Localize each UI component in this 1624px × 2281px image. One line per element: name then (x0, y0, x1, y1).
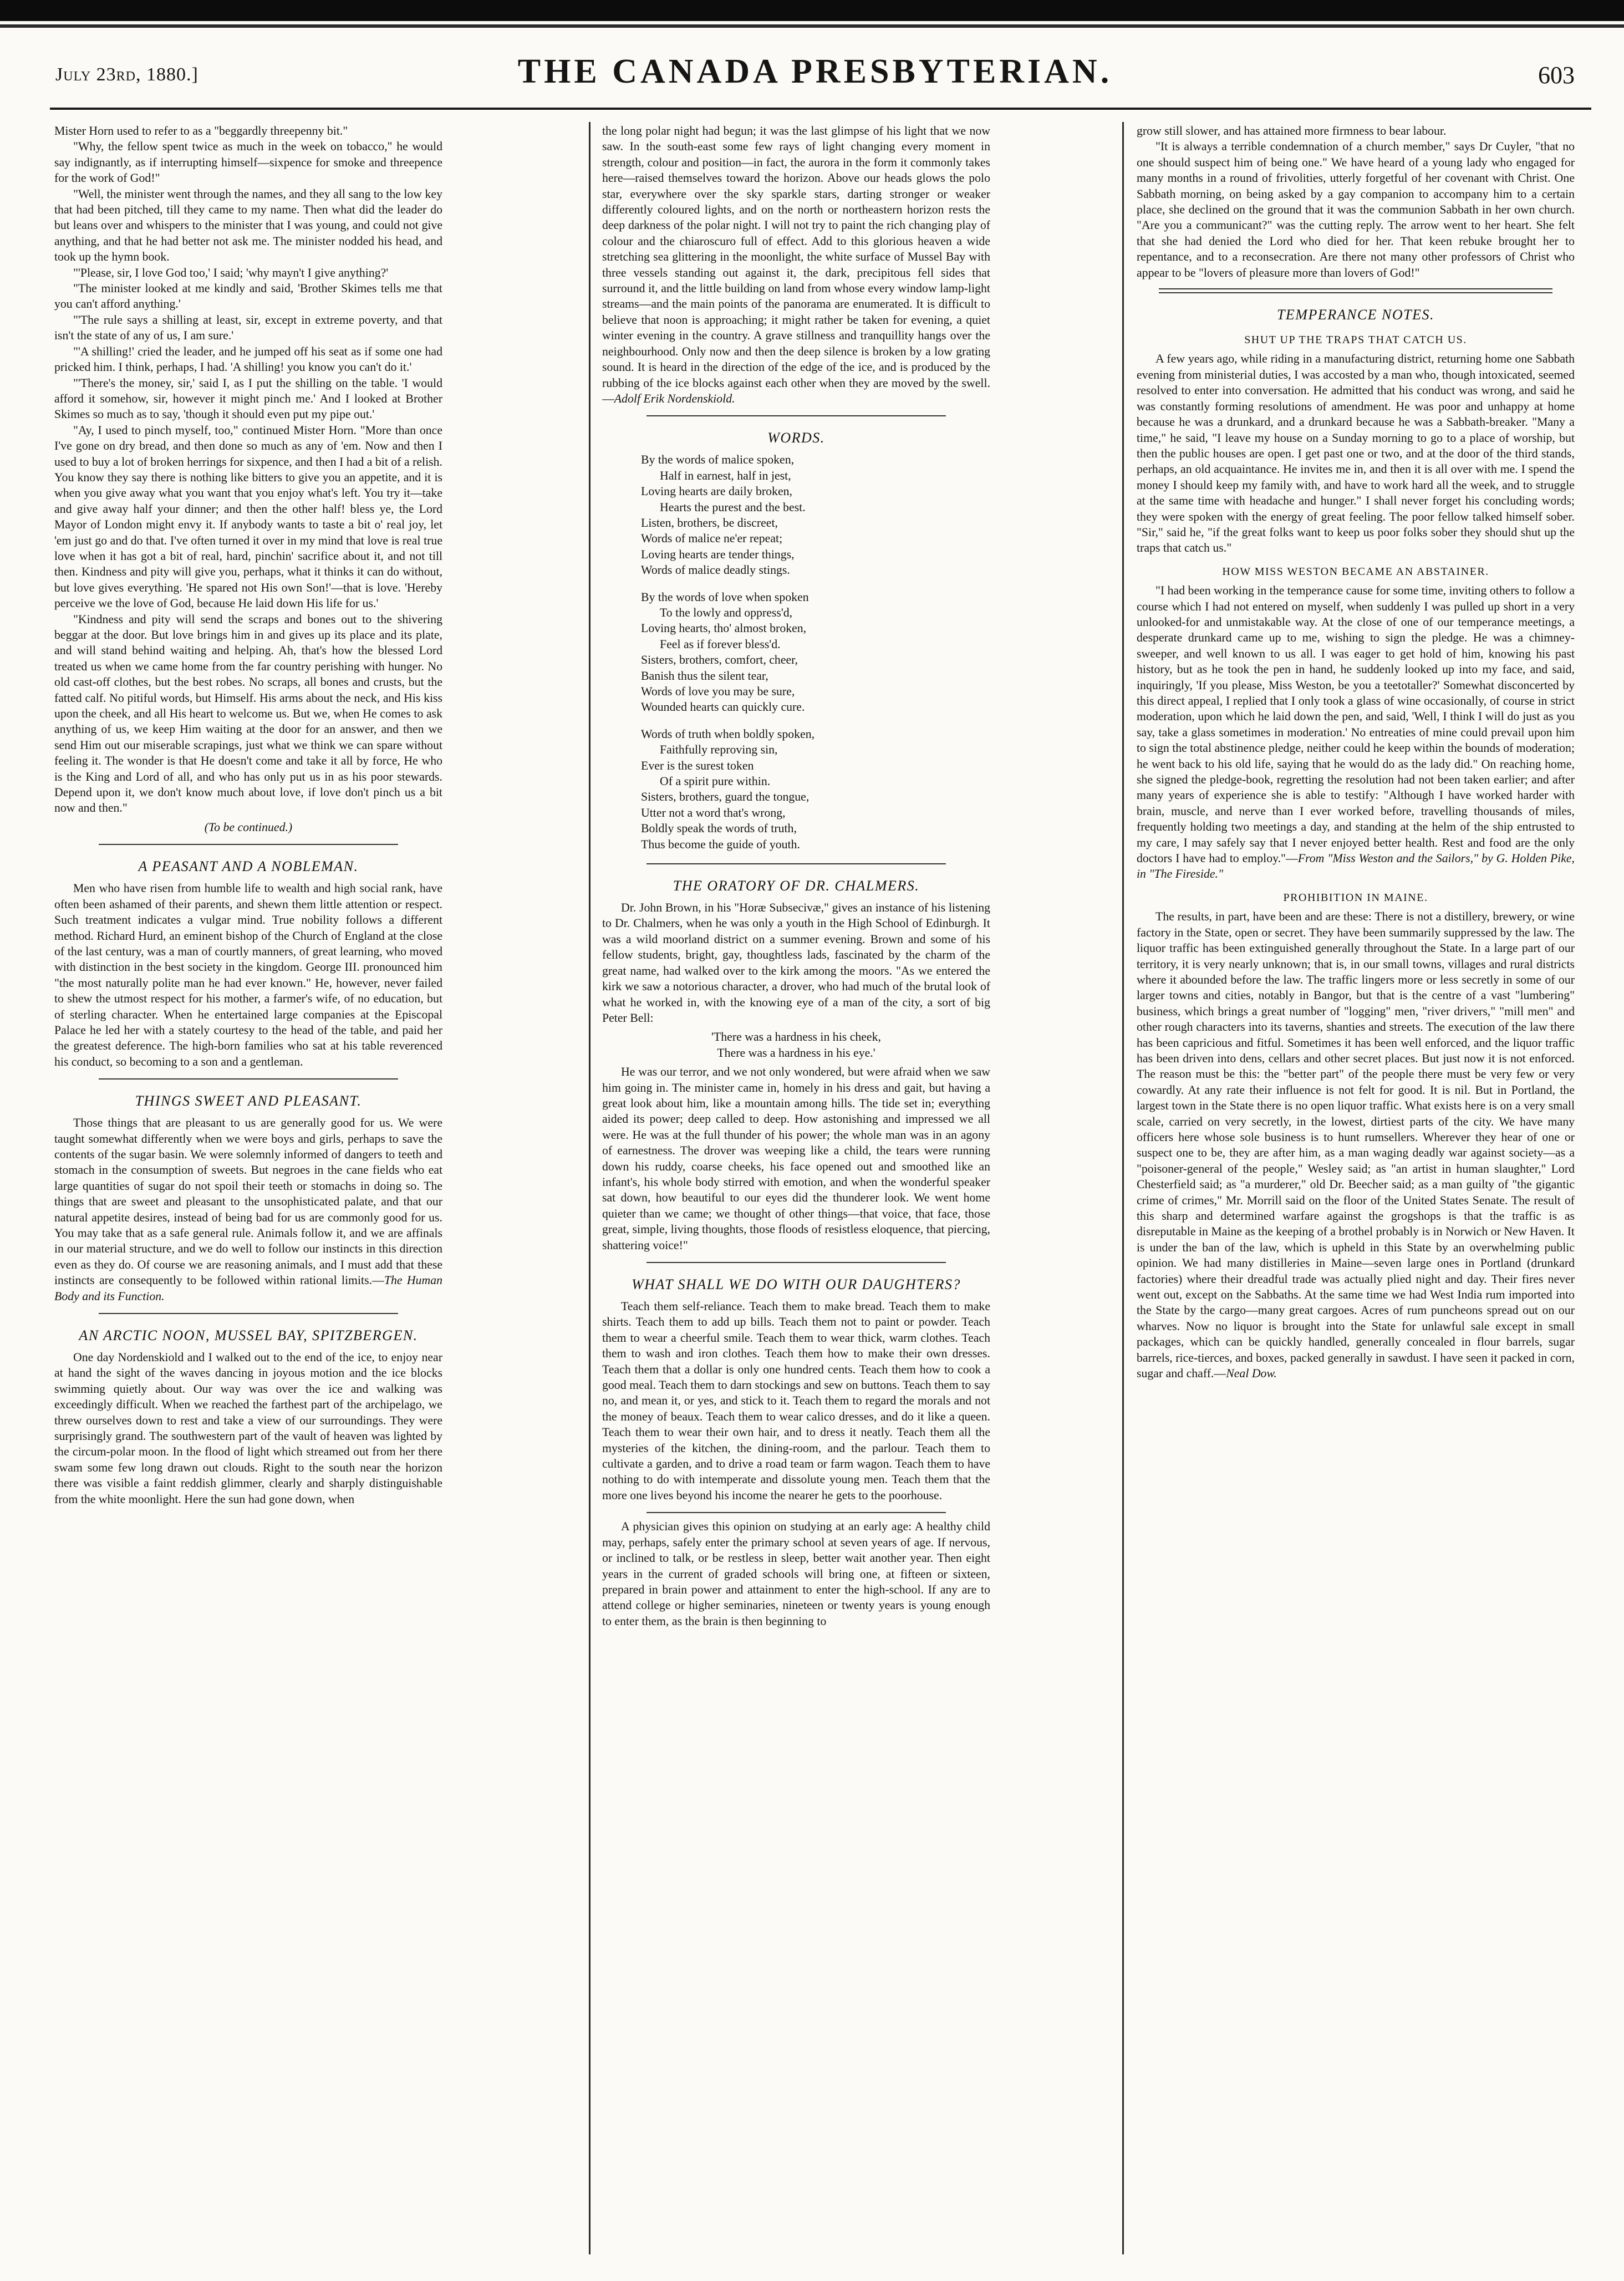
paragraph: "Why, the fellow spent twice as much in the week on tobacco," he would say indignantly, as if interrupting himself—sixpence for smoke and threepence for the work of God!" (54, 140, 442, 185)
article-heading-daughters: WHAT SHALL WE DO WITH OUR DAUGHTERS? (632, 1276, 961, 1292)
paragraph: "'There's the money, sir,' said I, as I put the shilling on the table. 'I would afford it somehow, sir, however it might pinch me.' And I looked at Brother Skimes so much as to say, 'though it should even put my pipe out.' (54, 376, 442, 421)
section-divider (646, 1262, 946, 1263)
poem-line: Loving hearts are tender things, (641, 547, 795, 561)
source-credit: From "Miss Weston and the Sailors," by G. Holden Pike, in "The Fireside." (1137, 852, 1575, 881)
section-divider (99, 1313, 398, 1314)
poem-line: Words of malice deadly stings. (641, 563, 790, 577)
poem-line: Banish thus the silent tear, (641, 669, 768, 683)
section-divider (99, 844, 398, 845)
paragraph: One day Nordenskiold and I walked out to the end of the ice, to enjoy near at hand the sight of the waves dancing in joyous motion and the ice blocks swimming quietly about. Our way was over the ice and walking was exceedingly difficult. When we reached the farthest part of the archipelago, we threw ourselves down to rest and take a view of our surroundings. They were surprisingly grand. The southwestern part of the vault of heaven was lighted by the circum-polar moon. In the flood of light which streamed out from her there swam some few long drawn out clouds. Right to the south near the horizon there was visible a faint reddish glimmer, clearly and sharply distinguishable from the white moonlight. Here the sun had gone down, when (54, 1351, 442, 1506)
poem-stanza (641, 589, 990, 715)
poem-line: Of a spirit pure within. (660, 775, 771, 788)
paragraph: "It is always a terrible condemnation of a church member," says Dr Cuyler, "that no one should suspect him of being one." We have heard of a young lady who engaged for many months in a round of frivolities, utterly forgetful of her covenant with Christ. One Sabbath morning, on being asked by a gay companion to accompany him to a certain place, she declined on the ground that it was the communion Sabbath in her own church. "Are you a communicant?" was the cutting reply. The arrow went to her heart. She felt that she had denied the Lord who died for her. That keen rebuke brought her to repentance, and to a reconsecration. Are there not many other professors of Christ who appear to be "lovers of pleasure more than lovers of God!" (1137, 140, 1575, 279)
paragraph (602, 123, 990, 406)
poem-line: Half in earnest, half in jest, (660, 469, 791, 482)
section-divider (646, 415, 946, 416)
paragraph: Teach them self-reliance. Teach them to make bread. Teach them to make shirts. Teach them to add up bills. Teach them not to paint or powder. Teach them to wear a cheerful smile. Teach them to wear thick, warm clothes. Teach them to wash and iron clothes. Teach them how to make their own dresses. Teach them that a dollar is only one hundred cents. Teach them how to cook a good meal. Teach them to darn stockings and sew on buttons. Teach them to say no, and mean it, or yes, and stick to it. Teach them to regard the morals and not the money of beaux. Teach them to wear calico dresses, and do it like a queen. Teach them to wear their own hair, and to dress it neatly. Teach them all the mysteries of the kitchen, the dining-room, and the parlour. Teach them to cultivate a garden, and to drive a road team or farm wagon. Teach them to have nothing to do with intemperate and dissolute young men. Teach them that the more one lives beyond his income the nearer he gets to the poorhouse. (602, 1300, 990, 1502)
article-heading-temperance: TEMPERANCE NOTES. (1276, 307, 1435, 323)
poem-line: Loving hearts, tho' almost broken, (641, 622, 807, 635)
poem-line: By the words of love when spoken (641, 590, 809, 604)
top-border-bar (0, 0, 1624, 21)
paragraph: "Kindness and pity will send the scraps and bones out to the shivering beggar at the door. But love brings him in and gives up its place and its plate, and will stand behind waiting and helping. Ah, that's how the blessed Lord treated us when we came home from the far country perishing with hunger. No old cast-off clothes, but the best robes. No scraps, all bones and crusts, but the fatted calf. No pitiful words, but Himself. His arms about the neck, and His kiss upon the cheek, and all His heart to welcome us. But we, when He comes to ask anything of us, we keep Him waiting at the door for an answer, and then we send Him out our miserable scrapings, just what we think we can spare without feeling it. The wonder is that He doesn't come and take it all by force, He who is the King and Lord of all, and who has only put us in as his poor stewards. Depend upon it, we don't know much about love, if love don't pinch us a bit now and then." (54, 612, 442, 815)
poem-line: Boldly speak the words of truth, (641, 822, 797, 836)
column-2 (602, 123, 990, 2250)
masthead (44, 49, 1586, 110)
poem-line: Utter not a word that's wrong, (641, 806, 786, 819)
poem-line: Loving hearts are daily broken, (641, 485, 792, 498)
article-heading-peasant: A PEASANT AND A NOBLEMAN. (138, 858, 359, 875)
paragraph: "'Please, sir, I love God too,' I said; 'why mayn't I give anything?' (73, 266, 389, 279)
quote-line: 'There was a hardness in his cheek, (711, 1030, 881, 1044)
body-text: Those things that are pleasant to us are generally good for us. We were taught somewhat differently when we were boys and girls, perhaps to save the contents of the sugar basin. We were solemnly informed of dangers to teeth and stomach in the consumption of sweets. But negroes in the cane fields who eat large quantities of sugar do not spoil their teeth or stomachs in doing so. The things that are sweet and pleasant to the unsophisticated palate, and that our natural appetite desires, instead of being bad for us are commonly good for us. You may take that as a safe general rule. Animals follow it, and we are affinals in our material structure, and we do well to follow our instincts in this direction even as they do. Of course we are reasoning animals, and I must add that these instincts are consequently to be followed within rational limits.— (54, 1116, 442, 1287)
paragraph: grow still slower, and has attained more firmness to bear labour. (1137, 124, 1447, 138)
poem (641, 452, 990, 852)
paragraph: Mister Horn used to refer to as a "beggardly threepenny bit." (54, 124, 348, 138)
paragraph: "'A shilling!' cried the leader, and he jumped off his seat as if some one had pricked him. I think, perhaps, I had. 'A shilling! you know you can't do it.' (54, 344, 442, 374)
poem-line: Words of love you may be sure, (641, 685, 795, 698)
poem-stanza (641, 726, 990, 852)
section-divider (646, 1512, 946, 1513)
paragraph: "'The rule says a shilling at least, sir, except in extreme poverty, and that isn't the state of any of us, I am sure.' (54, 313, 442, 343)
paragraph: A few years ago, while riding in a manufacturing district, returning home one Sabbath evening from ministerial duties, I was accosted by a man who, though intoxicated, seemed resolved to enter into conversation. He admitted that his conduct was wrong, and said he was constantly forming resolutions of amendment. He was poor and unhappy at home because he was a drunkard, and a drunkard because he was a Sabbath-breaker. "Many a time," he said, "I leave my house on a Sunday morning to go to a place of worship, but then the public houses are open. I get past one or two, and at the door of the third stands, perhaps, an old acquaintance. He invites me in, and then it is all over with me. I spend the money I should keep my family with, and have to work hard all the week, and to struggle at the same time with headache and hunger." I shall never forget his concluding words; they were spoken with the energy of great feeling. The poor fellow talked himself sober. "Sir," said he, "if the great folks want to keep us poor folks sober they should shut up the traps that catch us." (1137, 352, 1575, 555)
subheading-traps: SHUT UP THE TRAPS THAT CATCH US. (1244, 334, 1467, 347)
poem-line: Faithfully reproving sin, (660, 743, 778, 757)
source-credit: Neal Dow. (1226, 1367, 1277, 1381)
column-divider-2 (1122, 122, 1124, 2254)
poem-line: Listen, brothers, be discreet, (641, 516, 778, 529)
column-1 (54, 123, 442, 2250)
paragraph: Dr. John Brown, in his "Horæ Subsecivæ," gives an instance of his listening to Dr. Chalmers, when he was only a youth in the High School of Edinburgh. It was a wild moorland district on a summer evening. Brown and some of his fellow students, bright, gay, thoughtless lads, fascinated by the charm of the great name, had walked over to the kirk among the moors. "As we entered the kirk we saw a notorious character, a drover, who had much of the brutal look of what he worked in, with the knowing eye of a man of the city, a sort of big Peter Bell: (602, 901, 990, 1025)
article-heading-arctic: AN ARCTIC NOON, MUSSEL BAY, SPITZBERGEN. (79, 1327, 418, 1344)
poem-line: Thus become the guide of youth. (641, 837, 800, 851)
section-divider (646, 863, 946, 864)
subheading-maine: PROHIBITION IN MAINE. (1283, 891, 1428, 904)
poem-line: Sisters, brothers, comfort, cheer, (641, 653, 798, 667)
top-border-rule (0, 24, 1624, 28)
poem-line: Feel as if forever bless'd. (660, 637, 781, 651)
article-heading-chalmers: THE ORATORY OF DR. CHALMERS. (673, 878, 920, 894)
poem-line: Hearts the purest and the best. (660, 500, 806, 514)
paragraph: "Well, the minister went through the names, and they all sang to the low key that had been pitched, till they came to my name. Then what did the leader do but leans over and whispers to the minister that I was young, and could not give anything, and that he had better not ask me. The minister nodded his head, and took up the hymn book. (54, 187, 442, 264)
subheading-weston: HOW MISS WESTON BECAME AN ABSTAINER. (1222, 565, 1489, 578)
paragraph (1137, 583, 1575, 882)
poem-line: Wounded hearts can quickly cure. (641, 700, 805, 714)
poem-stanza (641, 452, 990, 578)
source-credit: Adolf Erik Nordenskiold. (614, 391, 735, 405)
paragraph (1137, 909, 1575, 1381)
column-3 (1137, 123, 1575, 2250)
body-text: "I had been working in the temperance cause for some time, inviting others to follow a course which I had not entered on myself, when suddenly I was pulled up short in a very unlooked-for and unmistakable way. At the close of one of our temperance meetings, a desperate drunkard came up to me, wishing to sign the pledge. He was a chimney-sweeper, and well known to us all. I was eager to get hold of him, knowing his past history, but as he took the pen in hand, he suddenly looked up into my face, and said, inquiringly, 'If you please, Miss Weston, be you a teetotaller?' Somewhat disconcerted by this direct appeal, I replied that I only took a glass of wine occasionally, of course in strict moderation, upon which he laid down the pen, and said, 'Well, I think I will do just as you say, take a glass sometimes in moderation.' No entreaties of mine could prevail upon him to sign the total abstinence pledge, neither could he keep within the bounds of moderation; he went back to his old life, saying that he would do as the lady did." On reaching home, she signed the pledge-book, regretting the resolution had not been taken earlier; and after many years of experience she is able to testify: "Although I have worked harder with brain, muscle, and nerve than I ever worked before, travelling thousands of miles, frequently holding two meetings a day, and standing at the helm of the ship entrusted to my care, I may safely say that I never enjoyed better health. Rest and food are the only doctors I have had to employ."— (1137, 584, 1575, 865)
poem-line: Words of malice ne'er repeat; (641, 532, 783, 546)
poem-line: Words of truth when boldly spoken, (641, 727, 815, 741)
poem-line: Ever is the surest token (641, 758, 754, 772)
section-divider (99, 1078, 398, 1080)
body-text: the long polar night had begun; it was the last glimpse of his light that we now saw. In the south-east some few rays of light changing every moment in strength, colour and position—in fact, the aurora in the form it commonly takes here—raised themselves toward the horizon. Above our heads glows the polo star, everywhere over the sky sparkle stars, darting stronger or weaker differently coloured lights, and on the north or northeastern horizon rests the deep darkness of the polar night. I will not try to paint the rich changing play of colour and the chiaroscuro full of effect. Add to this glorious heaven a wide stretching sea glittering in the moonlight, the white surface of Mussel Bay with three vessels standing out against it, the dark, precipitous fell sides that surround it, and the little building on land from whose every window lamp-light streams—and the main points of the panorama are enumerated. It is difficult to believe that noon is approaching; it might rather be taken for evening, a quiet winter evening in the country. A grave stillness and tranquillity hangs over the neighbourhood. Only now and then the deep silence is broken by a low grating sound. It is heard in the direction of the edge of the ice, and is produced by the rubbing of the ice blocks against each other when they are moved by the swell.— (602, 124, 990, 405)
quoted-verse (602, 1029, 990, 1061)
column-divider-1 (589, 122, 590, 2254)
masthead-rule (50, 108, 1591, 110)
body-text: The results, in part, have been and are these: There is not a distillery, brewery, or wine factory in the State, open or secret. They have been summarily suppressed by the law. The liquor traffic has been extinguished generally throughout the State. In a large part of our territory, it is very nearly unknown; that is, in our small towns, villages and rural districts where it abounded before the law. The traffic lingers more or less secretly in some of our larger towns and cities, notably in Bangor, but that is the centre of a vast "lumbering" business, which brings a great number of "logging" men, "river drivers," "mill men" and other rough characters into its taverns, shanties and streets. The execution of the law there has been capricious and fitful. Sometimes it has been well enforced, and the liquor traffic has been driven into dens, cellars and other secret places. But just now it is not enforced. The reason must be this: the "better part" of the people there must be very few or very cowardly. At any rate their influence is not felt for good. It is nil. But in Portland, the largest town in the State there is no open liquor traffic. What exists here is on a very small scale, carried on very secretly, in the lowest, dirtiest parts of the city. We have many officers here whose sole business is to hunt rumsellers. Wherever they hear of one or suspect one to be, they are after him, as a man waging deadly war against society—as a "poisoner-general of the people," Wesley said; as "an artist in human slaughter," Lord Chesterfield said; as "a murderer," old Dr. Beecher said; as a man guilty of "the gigantic crime of crimes," Mr. Morrill said on the floor of the United States Senate. The result of this sharp and determined warfare against the grogshops is that the traffic is as disreputable in Maine as the keeping of a brothel probably is in Norwich or New Haven. It is under the ban of the law, which is upheld in this State by an overwhelming public opinion. We had many distilleries in Maine—seven large ones in Portland (drunkard factories) where their dreadful trade was actually plied night and day. Their fires never went out, except on the Sabbaths. At the same time we had West India rum imported into the State by the cargo—many great cargoes. Acres of rum puncheons spread out on our wharves. Now no liquor is brought into the State for unlawful sale except in small packages, which can be quickly handled, generally concealed in flour barrels, sugar barrels, rice-tierces, and boxes, packed generally in sawdust. I have seen it packed in corn, sugar and chaff.— (1137, 910, 1575, 1381)
paragraph: "The minister looked at me kindly and said, 'Brother Skimes tells me that you can't afford anything.' (54, 282, 442, 311)
section-divider (1159, 288, 1552, 293)
newspaper-title: THE CANADA PRESBYTERIAN. (517, 53, 1113, 90)
poem-line: Sisters, brothers, guard the tongue, (641, 790, 810, 804)
page-number: 603 (1538, 62, 1575, 89)
continued-note: (To be continued.) (204, 820, 293, 834)
issue-date: July 23rd, 1880.] (55, 64, 198, 85)
paragraph: He was our terror, and we not only wondered, but were afraid when we saw him going in. The minister came in, homely in his dress and gait, but having a great look about him, like a mountain among hills. The tide set in; everything aided its power; deep called to deep. How astonishing and impressed we all were. He was at the full thunder of his power; the whole man was in an agony of earnestness. The drover was weeping like a child, the tears were running down his ruddy, coarse cheeks, his face opened out and smoothed like an infant's, his whole body stirred with emotion, and when the wonderful speaker sat down, how beautiful to our eyes did the thunderer look. We went home quieter than we came; we thought of other things—that voice, that face, those great, simple, living thoughts, those floods of resistless eloquence, that piercing, shattering voice!" (602, 1065, 990, 1252)
poem-heading-words: WORDS. (767, 430, 825, 446)
poem-line: By the words of malice spoken, (641, 453, 795, 467)
source-credit: The Human Body and its Function. (54, 1274, 442, 1303)
paragraph: "Ay, I used to pinch myself, too," continued Mister Horn. "More than once I've gone on dry bread, and then done so much as any of 'em. Now and then I used to buy a lot of broken herrings for sixpence, and then I had a bit of a relish. You know they say there is nothing like bitters to give you an appetite, and it is when you give away what you want that you enjoy what's left. You try it—take and give away half your dinner; and then the other half! bless ye, the Lord Mayor of London might envy it. If anybody wants to taste a bit o' real joy, let 'em just go and do that. I've often turned it over in my mind that love is real true love when it has got a bit of real, hard, pinchin' sacrifice about it, and not till then. Kindness and pity will give you, perhaps, what it thinks it can do without, but love gives everything. 'He spared not His own Son!'—that is love. 'Hereby perceive we the love of God, because He laid down His life for us.' (54, 423, 442, 610)
poem-line: To the lowly and oppress'd, (660, 605, 793, 619)
quote-line: There was a hardness in his eye.' (717, 1046, 875, 1060)
paragraph (54, 1115, 442, 1304)
paragraph: A physician gives this opinion on studying at an early age: A healthy child may, perhaps, safely enter the primary school at seven years of age. If nervous, or inclined to talk, or be restless in sleep, better wait another year. Then eight years in the current of graded schools will bring one, at fifteen or sixteen, prepared in brain power and attainment to enter the high-school. If any are to attend college or higher seminaries, nineteen or twenty years is young enough to enter them, as the brain is then beginning to (602, 1520, 990, 1628)
paragraph: Men who have risen from humble life to wealth and high social rank, have often been ashamed of their parents, and shewn them little attention or respect. Such treatment indicates a vulgar mind. True nobility follows a different method. Richard Hurd, an eminent bishop of the Church of England at the close of the last century, was a man of courtly manners, of great learning, who moved with distinction in the best society in the kingdom. George III. pronounced him "the most naturally polite man he had ever known." He, however, never failed to shew the utmost respect for his mother, a farmer's wife, of no education, but of sterling character. When he entertained large companies at the Episcopal Palace he led her with a stately courtesy to the head of the table, and paid her the greatest deference. The high-born families who sat at his table reverenced his conduct, so becoming to a son and a gentleman. (54, 882, 442, 1068)
article-heading-sweet: THINGS SWEET AND PLEASANT. (135, 1093, 362, 1109)
